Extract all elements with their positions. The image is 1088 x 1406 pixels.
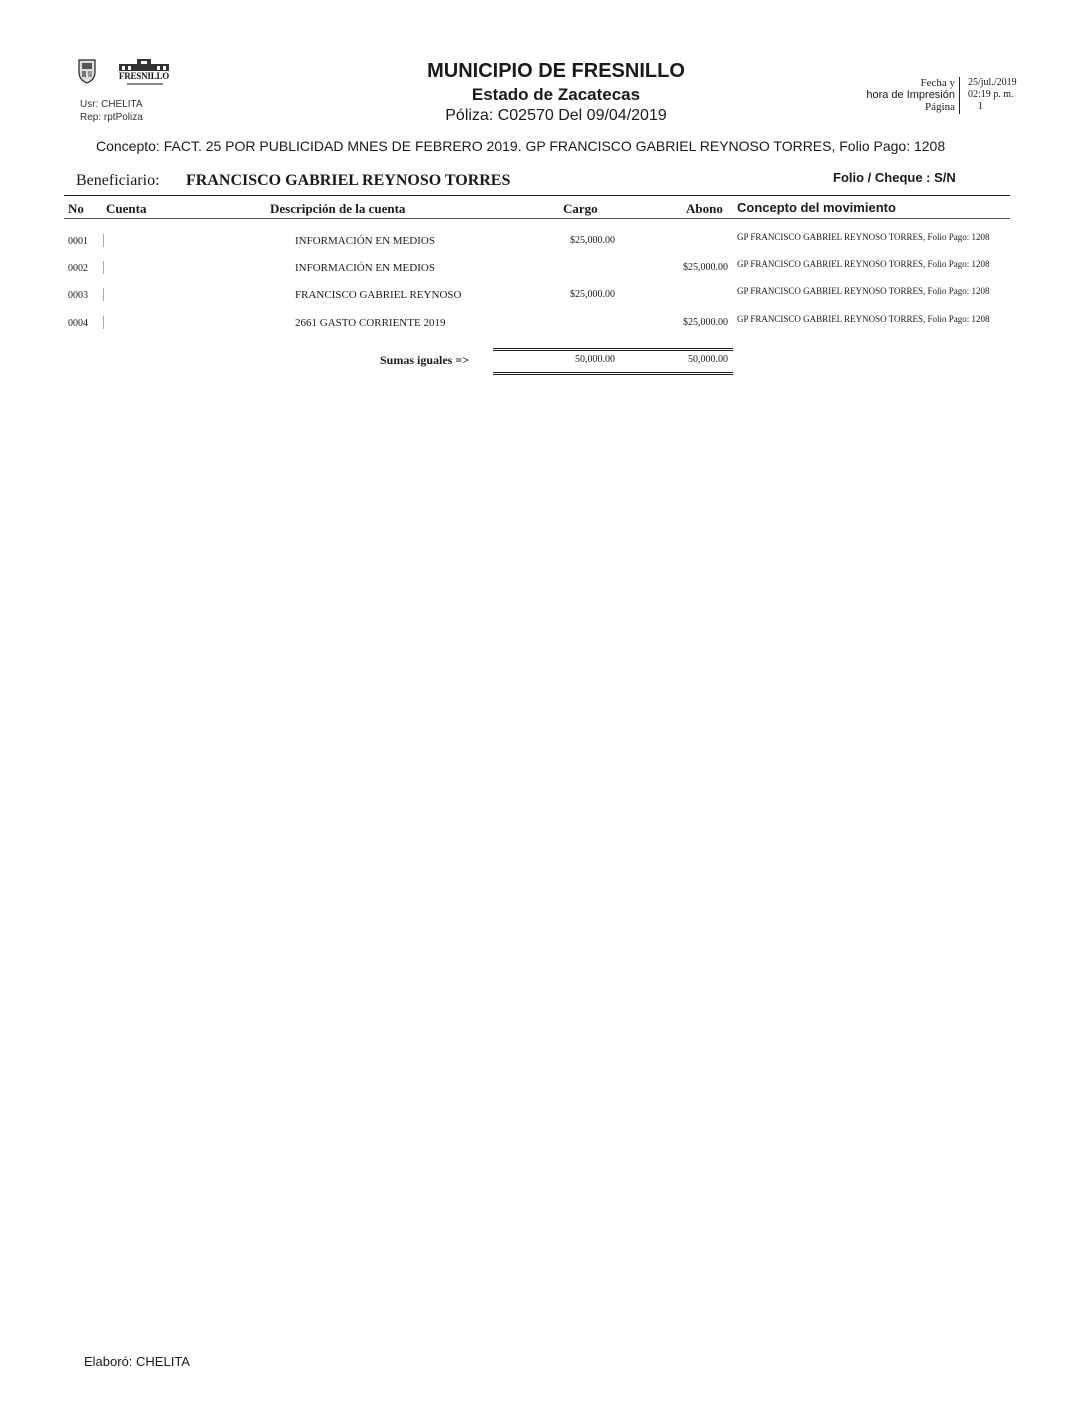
logo-text: FRESNILLO xyxy=(118,71,170,81)
poliza-number: Póliza: C02570 Del 09/04/2019 xyxy=(445,107,667,124)
print-info-divider xyxy=(959,77,960,114)
concepto-line: Concepto: FACT. 25 POR PUBLICIDAD MNES DE FEBRERO 2019. GP FRANCISCO GABRIEL REYNOSO TORRES, Folio Pago: 1208 xyxy=(96,138,946,154)
table-header-rule xyxy=(64,218,1010,219)
cuenta-marker xyxy=(103,261,104,274)
row-description: INFORMACIÓN EN MEDIOS xyxy=(295,262,435,274)
beneficiario-label: Beneficiario: xyxy=(76,172,160,189)
print-info-labels xyxy=(835,77,955,113)
print-time-label: hora de Impresión xyxy=(866,89,955,101)
table-row xyxy=(0,257,1088,284)
row-no: 0004 xyxy=(68,318,88,329)
row-cargo: $25,000.00 xyxy=(570,235,615,246)
col-header-descripcion: Descripción de la cuenta xyxy=(270,201,406,216)
print-date-label: Fecha y xyxy=(920,77,955,89)
beneficiario-name: FRANCISCO GABRIEL REYNOSO TORRES xyxy=(186,172,511,189)
row-description: INFORMACIÓN EN MEDIOS xyxy=(295,235,435,247)
col-header-abono: Abono xyxy=(686,201,723,216)
cuenta-marker xyxy=(103,234,104,247)
page-number: 1 xyxy=(978,101,983,112)
table-row xyxy=(0,312,1088,339)
user-label: Usr: CHELITA xyxy=(80,99,143,110)
page-label: Página xyxy=(925,101,955,113)
row-no: 0003 xyxy=(68,290,88,301)
row-cargo: $25,000.00 xyxy=(570,289,615,300)
row-concepto: GP FRANCISCO GABRIEL REYNOSO TORRES, Folio Pago: 1208 xyxy=(737,232,990,242)
col-header-concepto: Concepto del movimiento xyxy=(737,200,896,215)
row-no: 0001 xyxy=(68,236,88,247)
folio-cheque: Folio / Cheque : S/N xyxy=(833,170,956,185)
row-description: 2661 GASTO CORRIENTE 2019 xyxy=(295,317,446,329)
col-header-cuenta: Cuenta xyxy=(106,201,147,216)
row-description: FRANCISCO GABRIEL REYNOSO xyxy=(295,289,462,301)
cuenta-marker xyxy=(103,288,104,301)
row-concepto: GP FRANCISCO GABRIEL REYNOSO TORRES, Folio Pago: 1208 xyxy=(737,314,990,324)
report-label: Rep: rptPoliza xyxy=(80,112,143,123)
row-concepto: GP FRANCISCO GABRIEL REYNOSO TORRES, Folio Pago: 1208 xyxy=(737,286,990,296)
page-subtitle: Estado de Zacatecas xyxy=(471,85,641,104)
totals-abono: 50,000.00 xyxy=(688,354,728,365)
totals-bottom-rule xyxy=(493,372,733,373)
cuenta-marker xyxy=(103,316,104,329)
print-time-value: 02:19 p. m. xyxy=(968,89,1014,100)
elaborated-by: Elaboró: CHELITA xyxy=(84,1354,190,1369)
col-header-no: No xyxy=(68,201,84,216)
totals-label: Sumas iguales => xyxy=(380,353,470,367)
print-date-value: 25/jul./2019 xyxy=(968,77,1017,88)
table-row xyxy=(0,284,1088,311)
row-no: 0002 xyxy=(68,263,88,274)
row-abono: $25,000.00 xyxy=(683,262,728,273)
page-title: MUNICIPIO DE FRESNILLO xyxy=(427,60,685,82)
col-header-cargo: Cargo xyxy=(563,201,598,216)
print-info-values xyxy=(968,77,1038,113)
totals-bottom-rule-double xyxy=(493,374,733,375)
totals-top-rule-double xyxy=(493,350,733,351)
row-abono: $25,000.00 xyxy=(683,317,728,328)
table-top-rule xyxy=(64,195,1010,196)
totals-cargo: 50,000.00 xyxy=(575,354,615,365)
row-concepto: GP FRANCISCO GABRIEL REYNOSO TORRES, Folio Pago: 1208 xyxy=(737,259,990,269)
table-row xyxy=(0,230,1088,257)
totals-top-rule xyxy=(493,348,733,349)
